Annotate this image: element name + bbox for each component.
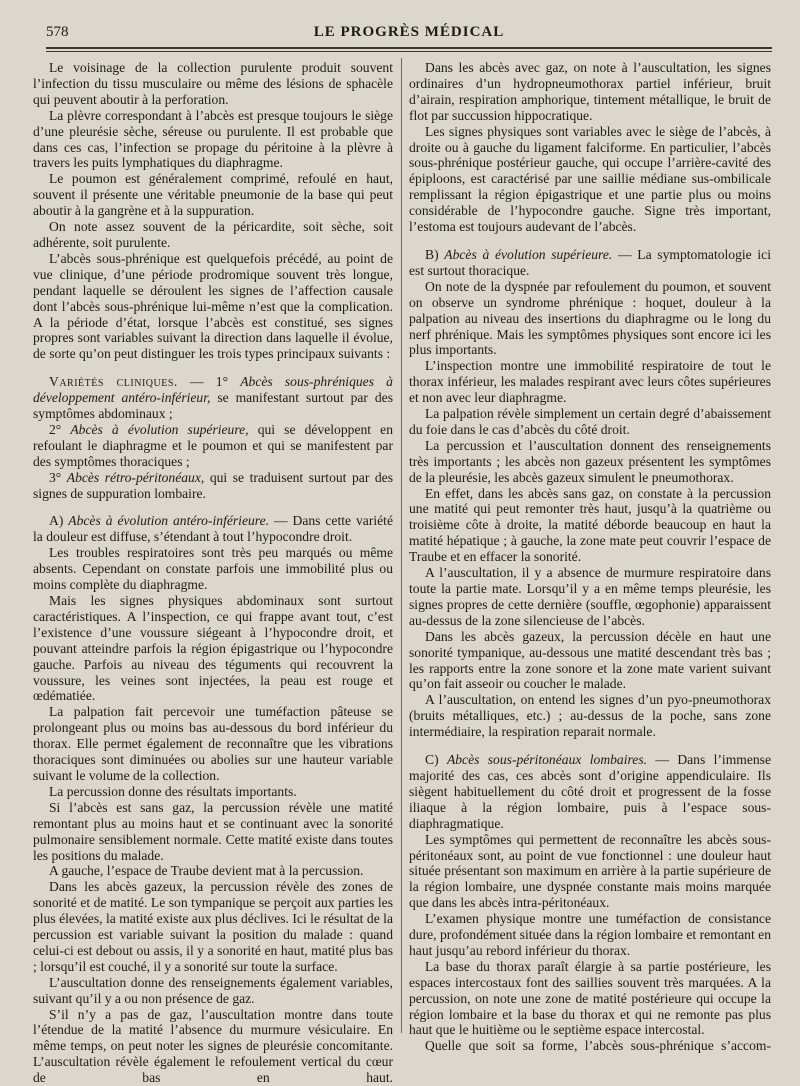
variety-1-text: se manifestant surtout par des symptômes abdominaux ; — [33, 390, 393, 422]
section-a-title: Abcès à évolution antéro-inférieure. — [68, 513, 270, 529]
paragraph: La plèvre correspondant à l’abcès est presque toujours le siège d’une pleurésie sèche, séreuse ou purulente. Il est probable que dans ces cas, l’infection se propage du péritoine à la plèvre à travers les puits lymphatiques du diaphragme. — [33, 107, 393, 171]
varietes-label: Variétés cliniques. — [49, 374, 178, 390]
paragraph: En effet, dans les abcès sans gaz, on constate à la percussion une matité qui peut remonter très haut, jusqu’à la quatrième ou troisième côte à droite, la matité déborde beaucoup en haut la matité hépatique ; à gauche, la zone mate peut couvrir l’espace de Traube et en effacer la sonorité. — [409, 485, 771, 565]
header-rule-thick — [46, 47, 772, 49]
paragraph: La percussion et l’auscultation donnent des renseignements très importants ; les abcès non gazeux présentent les symptômes de la pleurésie, les abcès gazeux simulent le pneumothorax. — [409, 437, 771, 485]
header-rule-thin — [46, 51, 772, 52]
variety-2-text: qui se développent en refoulant le diaphragme et le poumon et qui se manifestent par des symptômes thoraciques ; — [33, 421, 393, 469]
section-c-label: C) — [425, 752, 447, 768]
paragraph: Mais les signes physiques abdominaux sont surtout caractéristiques. A l’inspection, ce qui frappe avant tout, c’est l’existence d’une voussure siégeant à l’hypocondre droit, et pouvant atteindre parfois la région épigastrique ou l’hypocondre gauche. Parfois au niveau des téguments qui recouvrent la voussure, les veines sont injectées, la peau est rouge et œdématiée. — [33, 593, 393, 704]
paragraph: L’auscultation donne des renseignements également variables, suivant qu’il y a ou non présence de gaz. — [33, 974, 393, 1006]
section-a-label: A) — [49, 513, 69, 529]
section-b-title: Abcès à évolution supérieure. — [444, 246, 613, 262]
paragraph: Dans les abcès gazeux, la percussion révèle des zones de sonorité et de matité. Le son tympanique se perçoit aux parties les plus élevées, la matité existe aux plus déclives. Ici le résultat de la percussion est variable suivant la position du malade : quand celui-ci est debout ou assis, il y a sonorité en haut, matité plus bas ; lorsqu’il est couché, il y a sonorité sur toute la surface. — [33, 879, 393, 974]
paragraph: La base du thorax paraît élargie à sa partie postérieure, les espaces intercostaux font des saillies souvent très marquées. A la percussion, on note une zone de matité postérieure qui occupe la région lombaire et la base du thorax et qui ne remonte pas plus haut que le huitième ou le septième espace intercostal. — [409, 958, 771, 1038]
paragraph: Si l’abcès est sans gaz, la percussion révèle une matité remontant plus au moins haut et se continuant avec la sonorité pulmonaire sensiblement normale. Cette matité existe dans toutes les positions du malade. — [33, 799, 393, 863]
paragraph: A l’auscultation, on entend les signes d’un pyo-pneumothorax (bruits métalliques, etc.) ; au-dessus de la poche, sans zone intermédiaire, la respiration reparait normale. — [409, 692, 771, 740]
section-b-text: — La symptomatologie ici est surtout thoracique. — [409, 246, 771, 278]
variety-2-paragraph — [33, 422, 393, 470]
paragraph: La percussion donne des résultats importants. — [49, 783, 297, 799]
paragraph: Les signes physiques sont variables avec le siège de l’abcès, à droite ou à gauche du ligament falciforme. En particulier, l’abcès sous-phrénique postérieur gauche, qui occupe l’arrière-cavité des épiploons, est caractérisé par une saillie médiane sus-ombilicale remplissant la région épigastrique et une partie plus ou moins considérable de l’hypocondre gauche. Signe très important, l’estoma est toujours audevant de l’abcès. — [409, 123, 771, 235]
right-column — [409, 60, 771, 1054]
section-c-title: Abcès sous-péritonéaux lombaires. — [446, 752, 648, 768]
section-a-text: — Dans cette variété la douleur est diffuse, s’étendant à tout l’hypocondre droit. — [33, 513, 393, 545]
variety-3-paragraph — [33, 470, 393, 502]
page-number: 578 — [46, 24, 69, 40]
varietes-dash: — 1° — [177, 374, 241, 390]
section-b-label: B) — [425, 246, 445, 262]
variety-3-number: 3° — [49, 469, 67, 485]
left-column — [33, 60, 393, 1086]
variety-2-title: Abcès à évolution supérieure, — [70, 421, 249, 437]
paragraph: Les troubles respiratoires sont très peu marqués ou même absents. Cependant on constate parfois une immobilité plus ou moins complète du diaphragme. — [33, 545, 393, 593]
paragraph: S’il n’y a pas de gaz, l’auscultation montre dans toute l’étendue de la matité l’absence du murmure vésiculaire. En même temps, on peut noter les signes de pleurésie concomitante. L’auscultation révèle également le refoulement vertical du cœur de bas en haut. — [33, 1006, 393, 1086]
variety-3-title: Abcès rétro-péritonéaux, — [66, 469, 205, 485]
paragraph: Dans les abcès gazeux, la percussion décèle en haut une sonorité tympanique, au-dessous une matité descendant très bas ; les rapports entre la zone sonore et la zone mate varient suivant qu’on fait asseoir ou coucher le malade. — [409, 628, 771, 692]
paragraph: L’abcès sous-phrénique est quelquefois précédé, au point de vue clinique, d’une période prodromique souvent très longue, pendant laquelle se déroulent les signes de l’affection causale dont l’abcès sous-phrénique lui-même n’est que la complication. A la période d’état, lorsque l’abcès est constitué, ses signes propres sont variables suivant la direction dans laquelle il évolue, de sorte qu’on peut distinguer les trois types principaux suivants : — [33, 250, 393, 362]
paragraph: La palpation révèle simplement un certain degré d’abaissement du foie dans le cas d’abcès du côté droit. — [409, 406, 771, 437]
paragraph: On note assez souvent de la péricardite, soit sèche, soit adhérente, soit purulente. — [33, 219, 393, 250]
paragraph: Les symptômes qui permettent de reconnaître les abcès sous-péritonéaux sont, au point de vue fonctionnel : une douleur haut située présentant son maximum en arrière à la partie supérieure de la région lombaire, une dyspnée constante mais moins marquée que dans les abcès intra-péritonéaux. — [409, 831, 771, 911]
section-a-paragraph — [33, 513, 393, 545]
section-c-paragraph — [409, 752, 771, 832]
varietes-paragraph — [33, 374, 393, 422]
paragraph: L’examen physique montre une tuméfaction de consistance dure, profondément située dans la région lombaire et remontant en haut jusqu’au rebord inférieur du thorax. — [409, 911, 771, 958]
paragraph: A gauche, l’espace de Traube devient mat à la percussion. — [49, 863, 364, 879]
variety-2-number: 2° — [49, 421, 71, 437]
running-title: LE PROGRÈS MÉDICAL — [313, 24, 505, 40]
section-b-paragraph — [409, 247, 771, 279]
variety-1-title: Abcès sous-phréniques à développement antéro-inférieur, — [33, 374, 393, 406]
paragraph: A l’auscultation, il y a absence de murmure respiratoire dans toute la partie mate. Lorsqu’il y a en même temps pleurésie, les signes propres de cette dernière (souffle, œgophonie) apparaissent au-dessus de la zone silencieuse de l’abcès. — [409, 565, 771, 628]
paragraph: La palpation fait percevoir une tuméfaction pâteuse se prolongeant plus ou moins bas au-dessous du bord inférieur du thorax. Elle permet également de reconnaître que les vibrations thoraciques sont diminuées ou abolies sur une hauteur variable suivant le volume de la collection. — [33, 704, 393, 783]
paragraph: Dans les abcès avec gaz, on note à l’auscultation, les signes ordinaires d’un hydropneumothorax partiel inférieur, bruit d’airain, respiration amphorique, tintement métallique, le bruit de flot par succussion hippocratique. — [409, 60, 771, 123]
paragraph: Le poumon est généralement comprimé, refoulé en haut, souvent il présente une véritable pneumonie de la base qui peut aboutir à la gangrène et à la suppuration. — [33, 171, 393, 219]
section-c-text: — Dans l’immense majorité des cas, ces abcès sont d’origine appendiculaire. Ils siègent habituellement du côté droit et progressent de la fosse iliaque à la région lombaire, puis à l’espace sous-diaphragmatique. — [409, 752, 772, 831]
paragraph: On note de la dyspnée par refoulement du poumon, et souvent on observe un syndrome phrénique : hoquet, douleur à la palpation au niveau des insertions du diaphragme ou le long du nerf phrénique. Mais les symptômes physiques sont encore ici les plus importants. — [409, 278, 771, 358]
paragraph: Le voisinage de la collection purulente produit souvent l’infection du tissu musculaire ou même des lésions de sphacèle qui peuvent aboutir à la perforation. — [33, 60, 393, 107]
paragraph: L’inspection montre une immobilité respiratoire de tout le thorax inférieur, les malades respirant avec leurs côtes supérieures et non avec leur diaphragme. — [409, 358, 771, 406]
page-header — [46, 22, 772, 44]
variety-3-text: qui se traduisent surtout par des signes de suppuration lombaire. — [33, 469, 393, 501]
column-divider — [401, 58, 402, 1033]
paragraph: Quelle que soit sa forme, l’abcès sous-phrénique s’accom- — [425, 1038, 771, 1054]
